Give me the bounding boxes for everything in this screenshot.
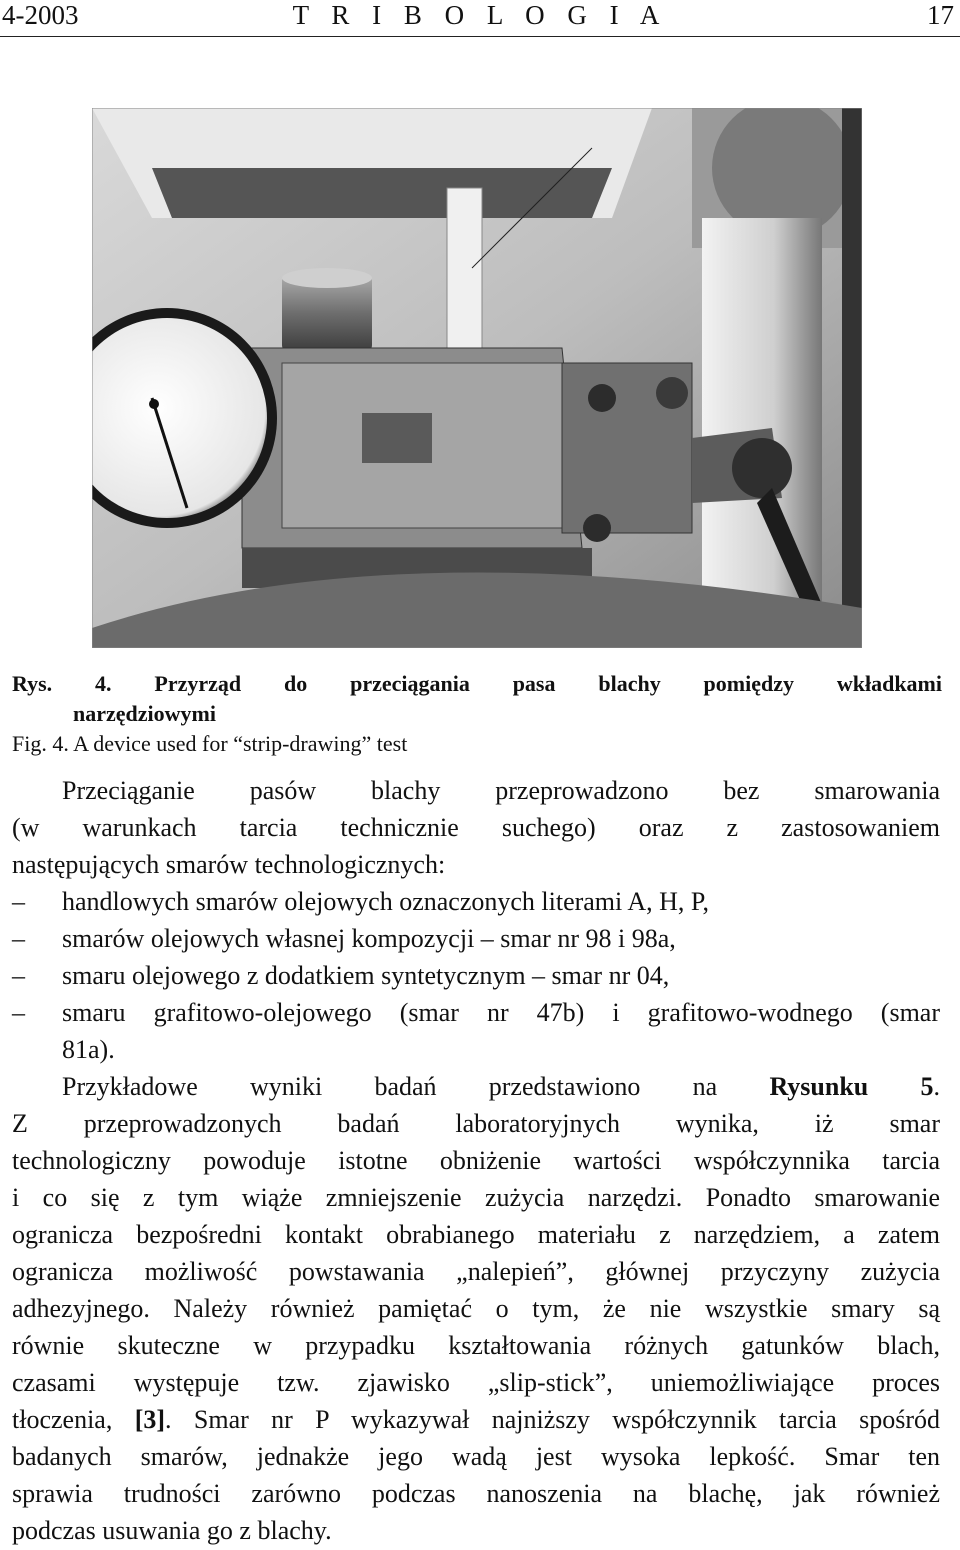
figure-caption-polish-line2: narzędziowymi — [73, 701, 216, 726]
running-header — [0, 0, 960, 37]
figure-photo-strip-drawing-device — [92, 108, 862, 648]
results-text: Przykładowe wyniki badań przedstawiono na — [62, 1072, 718, 1101]
intro-line: następujących smarów technologicznych: — [12, 850, 446, 879]
body-line: ogranicza możliwość powstawania „nalepień”, głównej przyczyny zużycia — [12, 1257, 940, 1286]
dash-marker: – — [12, 961, 25, 990]
results-line — [12, 1069, 940, 1106]
body-text: tłoczenia, — [12, 1405, 113, 1434]
intro-line: Przeciąganie pasów blachy przeprowadzono bez smarowania — [62, 776, 940, 805]
list-item-text: smaru olejowego z dodatkiem syntetycznym – smar nr 04, — [62, 961, 670, 990]
body-line: podczas usuwania go z blachy. — [12, 1516, 332, 1545]
figure-caption-english: Fig. 4. A device used for “strip-drawing” test — [12, 731, 408, 756]
figure-caption-polish — [12, 670, 942, 698]
list-item-continuation: 81a). — [62, 1035, 115, 1064]
body-line: technologiczny powoduje istotne obniżenie wartości współczynnika tarcia — [12, 1146, 940, 1175]
body-line: adhezyjnego. Należy również pamiętać o tym, że nie wszystkie smary są — [12, 1294, 940, 1323]
body-text: . Smar nr P wykazywał najniższy współczynnik tarcia spośród — [165, 1405, 940, 1434]
body-line: czasami występuje tzw. zjawisko „slip-stick”, uniemożliwiające proces — [12, 1368, 940, 1397]
citation-link[interactable]: [3] — [134, 1405, 166, 1434]
figure-reference-link[interactable]: Rysunku 5 — [769, 1072, 934, 1101]
caption-prefix: Rys. — [12, 671, 53, 696]
list-item-text: smaru grafitowo-olejowego (smar nr 47b) i grafitowo-wodnego (smar — [62, 998, 940, 1027]
body-line-with-citation — [12, 1402, 940, 1439]
intro-line: (w warunkach tarcia technicznie suchego) oraz z zastosowaniem — [12, 813, 940, 842]
journal-title: T R I B O L O G I A — [292, 0, 668, 30]
body-line: równie skuteczne w przypadku kształtowania różnych gatunków blach, — [12, 1331, 940, 1360]
body-line: i co się z tym wiąże zmniejszenie zużycia narzędzi. Ponadto smarowanie — [12, 1183, 940, 1212]
body-line: sprawia trudności zarówno podczas nanoszenia na blachę, jak również — [12, 1479, 940, 1508]
caption-number: 4. — [95, 671, 112, 696]
dash-marker: – — [12, 887, 25, 916]
dash-marker: – — [12, 924, 25, 953]
results-suffix: . — [933, 1072, 941, 1101]
issue-label: 4-2003 — [2, 0, 79, 30]
page-number: 17 — [927, 0, 954, 30]
list-item-text: smarów olejowych własnej kompozycji – smar nr 98 i 98a, — [62, 924, 676, 953]
body-line: ogranicza bezpośredni kontakt obrabianego materiału z narzędziem, a zatem — [12, 1220, 940, 1249]
body-line: Z przeprowadzonych badań laboratoryjnych wynika, iż smar — [12, 1109, 940, 1138]
list-item-text: handlowych smarów olejowych oznaczonych literami A, H, P, — [62, 887, 709, 916]
body-line: badanych smarów, jednakże jego wadą jest wysoka lepkość. Smar ten — [12, 1442, 940, 1471]
dash-marker: – — [12, 998, 25, 1027]
caption-text-line1: Przyrząd do przeciągania pasa blachy pomiędzy wkładkami — [154, 671, 942, 696]
